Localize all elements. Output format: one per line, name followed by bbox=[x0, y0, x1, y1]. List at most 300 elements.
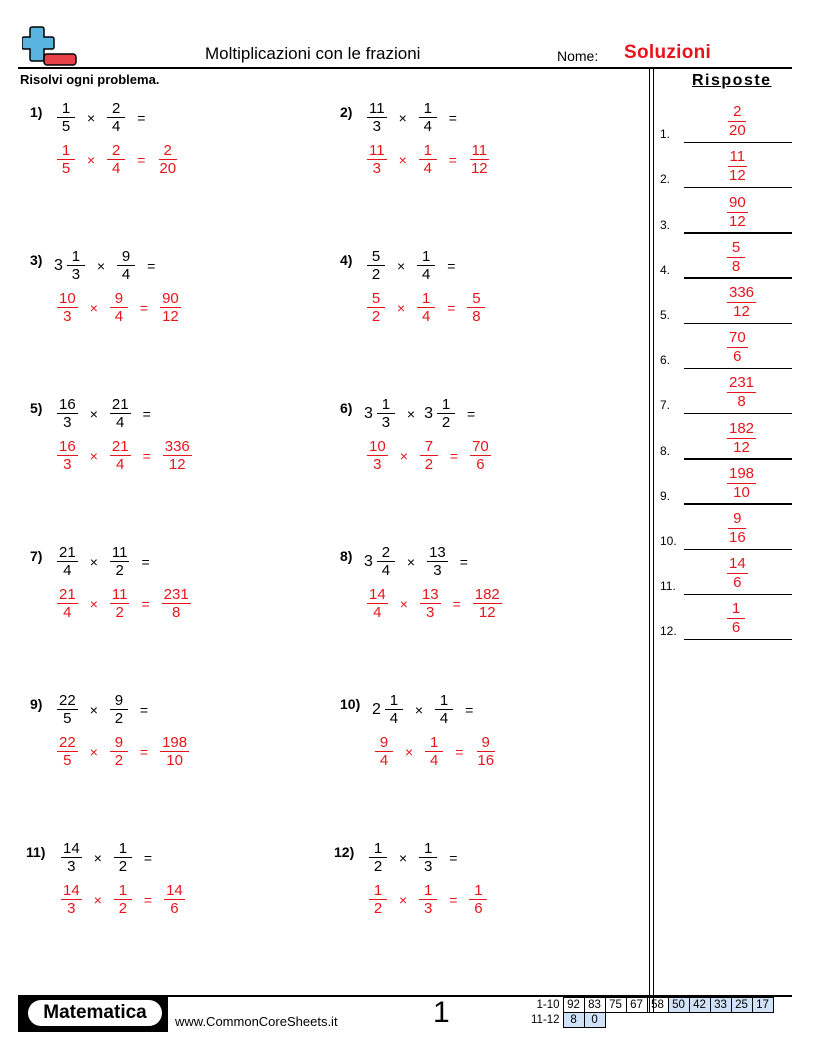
answer-item-7 bbox=[660, 369, 792, 414]
name-label: Nome: bbox=[557, 48, 599, 64]
times-sign: × bbox=[89, 701, 98, 718]
problem-number: 5) bbox=[30, 400, 43, 416]
times-sign: × bbox=[399, 891, 408, 908]
fraction bbox=[54, 734, 81, 769]
numerator: 198 bbox=[162, 734, 188, 751]
denominator: 8 bbox=[737, 393, 746, 411]
times-sign: × bbox=[96, 257, 106, 274]
instructions: Risolvi ogni problema. bbox=[20, 72, 160, 87]
denominator: 4 bbox=[430, 752, 439, 769]
denominator: 4 bbox=[116, 414, 125, 431]
answer-item-1 bbox=[660, 98, 792, 143]
numerator: 1 bbox=[419, 100, 437, 118]
score-cell: 58 bbox=[647, 998, 668, 1013]
answer-item-10 bbox=[660, 505, 792, 550]
fraction bbox=[724, 148, 751, 185]
denominator: 3 bbox=[71, 266, 81, 283]
problem-11 bbox=[26, 840, 326, 960]
denominator: 10 bbox=[733, 483, 750, 501]
numerator: 5 bbox=[367, 248, 385, 266]
numerator: 1 bbox=[114, 882, 132, 900]
solution-row bbox=[54, 142, 181, 177]
score-cell: 0 bbox=[584, 1013, 605, 1028]
answer-label: 6. bbox=[660, 353, 671, 368]
solution-row bbox=[372, 734, 499, 769]
fraction bbox=[54, 692, 81, 727]
answer-item-4 bbox=[660, 234, 792, 279]
answer-label: 8. bbox=[660, 443, 671, 458]
answer-label: 10. bbox=[660, 533, 677, 548]
denominator: 3 bbox=[373, 456, 382, 473]
score-cell: 83 bbox=[584, 998, 605, 1013]
equals-sign: = bbox=[141, 553, 150, 570]
denominator: 3 bbox=[63, 414, 72, 431]
denominator: 12 bbox=[162, 308, 179, 325]
problem-number: 8) bbox=[340, 548, 353, 564]
numerator: 11 bbox=[111, 586, 128, 603]
equals-sign: = bbox=[467, 405, 476, 422]
denominator: 16 bbox=[477, 752, 495, 769]
solution-row bbox=[364, 290, 488, 325]
denominator: 4 bbox=[439, 710, 449, 727]
numerator: 182 bbox=[474, 586, 500, 603]
equals-sign: = bbox=[465, 701, 474, 718]
fraction bbox=[416, 100, 440, 135]
fraction bbox=[54, 438, 81, 473]
fraction bbox=[724, 465, 759, 502]
fraction bbox=[417, 586, 444, 621]
numerator: 5 bbox=[727, 239, 745, 258]
worksheet-title: Moltiplicazioni con le frazioni bbox=[205, 44, 421, 63]
header-divider bbox=[18, 67, 792, 69]
equals-sign: = bbox=[147, 257, 156, 274]
times-sign: × bbox=[93, 849, 102, 866]
numerator: 1 bbox=[419, 142, 437, 160]
numerator: 9 bbox=[728, 510, 746, 529]
numerator: 21 bbox=[111, 396, 129, 413]
numerator: 1 bbox=[114, 840, 132, 858]
denominator: 2 bbox=[115, 562, 124, 579]
fraction bbox=[417, 438, 441, 473]
times-sign: × bbox=[87, 151, 96, 168]
numerator: 11 bbox=[369, 142, 385, 159]
fraction bbox=[107, 734, 131, 769]
times-sign: × bbox=[399, 447, 408, 464]
fraction bbox=[364, 248, 388, 283]
brand-badge bbox=[18, 996, 168, 1032]
denominator: 3 bbox=[63, 456, 72, 473]
times-sign: × bbox=[398, 109, 407, 126]
numerator: 9 bbox=[117, 248, 135, 266]
problem-number: 12) bbox=[334, 844, 355, 860]
fraction bbox=[107, 396, 134, 431]
denominator: 4 bbox=[423, 118, 432, 135]
denominator: 6 bbox=[476, 456, 485, 473]
denominator: 5 bbox=[61, 160, 71, 177]
score-cell: 50 bbox=[668, 998, 689, 1013]
equals-sign: = bbox=[139, 743, 149, 760]
times-sign: × bbox=[398, 151, 407, 168]
problem-3 bbox=[30, 248, 330, 368]
numerator: 90 bbox=[162, 290, 179, 307]
denominator: 5 bbox=[63, 710, 72, 727]
column-divider bbox=[649, 67, 650, 1013]
denominator: 3 bbox=[424, 900, 433, 917]
denominator: 5 bbox=[63, 752, 72, 769]
fraction bbox=[161, 882, 188, 917]
numerator: 9 bbox=[477, 734, 495, 752]
whole-number: 3 bbox=[54, 256, 63, 274]
times-sign: × bbox=[89, 299, 98, 316]
fraction bbox=[364, 290, 388, 325]
times-sign: × bbox=[89, 553, 98, 570]
solution-row bbox=[364, 586, 505, 621]
denominator: 8 bbox=[731, 257, 741, 275]
answer-label: 1. bbox=[660, 127, 671, 142]
question-row bbox=[364, 544, 477, 579]
fraction bbox=[724, 239, 748, 276]
numerator: 1 bbox=[57, 100, 75, 118]
numerator: 14 bbox=[369, 586, 386, 603]
numerator: 2 bbox=[159, 142, 177, 160]
fraction bbox=[366, 882, 390, 917]
score-cell: 75 bbox=[605, 998, 626, 1013]
equals-sign: = bbox=[139, 701, 149, 718]
problem-12 bbox=[334, 840, 634, 960]
denominator: 2 bbox=[118, 858, 128, 875]
answer-label: 7. bbox=[660, 398, 671, 413]
question-row bbox=[54, 544, 159, 579]
score-cell: 33 bbox=[710, 998, 731, 1013]
equals-sign: = bbox=[452, 595, 461, 612]
denominator: 3 bbox=[426, 604, 435, 621]
fraction bbox=[414, 290, 438, 325]
fraction bbox=[366, 840, 390, 875]
numerator: 231 bbox=[163, 586, 189, 603]
fraction bbox=[416, 840, 440, 875]
name-value: Soluzioni bbox=[624, 42, 712, 63]
fraction bbox=[107, 586, 133, 621]
denominator: 3 bbox=[372, 118, 381, 135]
numerator: 1 bbox=[435, 692, 453, 710]
denominator: 4 bbox=[63, 562, 72, 579]
denominator: 6 bbox=[733, 574, 742, 592]
numerator: 198 bbox=[729, 464, 755, 482]
times-sign: × bbox=[399, 849, 408, 866]
denominator: 4 bbox=[114, 308, 124, 325]
denominator: 20 bbox=[729, 122, 746, 140]
equals-sign: = bbox=[448, 109, 457, 126]
denominator: 2 bbox=[118, 900, 128, 917]
numerator: 2 bbox=[377, 544, 395, 562]
equals-sign: = bbox=[447, 299, 456, 316]
solution-row bbox=[366, 882, 490, 917]
solution-row bbox=[364, 142, 493, 177]
fraction bbox=[104, 100, 128, 135]
denominator: 2 bbox=[114, 710, 124, 727]
question-row bbox=[54, 248, 164, 283]
fraction bbox=[382, 692, 406, 727]
denominator: 4 bbox=[112, 118, 121, 135]
times-sign: × bbox=[414, 701, 424, 718]
fraction bbox=[432, 692, 456, 727]
fraction bbox=[54, 290, 81, 325]
fraction bbox=[114, 248, 138, 283]
numerator: 22 bbox=[59, 692, 76, 709]
equals-sign: = bbox=[448, 151, 457, 168]
times-sign: × bbox=[397, 299, 406, 316]
score-cell: 25 bbox=[731, 998, 752, 1013]
problem-number: 4) bbox=[340, 252, 353, 268]
denominator: 4 bbox=[63, 604, 72, 621]
denominator: 12 bbox=[478, 604, 496, 621]
numerator: 21 bbox=[59, 544, 76, 561]
denominator: 12 bbox=[168, 456, 186, 473]
column-divider-inner bbox=[653, 67, 654, 1013]
problem-number: 3) bbox=[30, 252, 43, 268]
solution-row bbox=[54, 586, 194, 621]
denominator: 5 bbox=[61, 118, 71, 135]
equals-sign: = bbox=[142, 447, 151, 464]
denominator: 12 bbox=[470, 160, 488, 177]
numerator: 1 bbox=[67, 248, 85, 266]
denominator: 6 bbox=[733, 348, 742, 366]
problem-5 bbox=[30, 396, 330, 516]
numerator: 1 bbox=[419, 882, 437, 900]
numerator: 1 bbox=[377, 396, 395, 414]
fraction bbox=[107, 544, 133, 579]
fraction bbox=[466, 882, 490, 917]
solution-row bbox=[54, 438, 195, 473]
numerator: 2 bbox=[107, 100, 125, 118]
denominator: 3 bbox=[67, 900, 76, 917]
denominator: 12 bbox=[733, 438, 750, 456]
denominator: 12 bbox=[729, 212, 746, 230]
numerator: 1 bbox=[727, 600, 745, 619]
fraction bbox=[372, 734, 396, 769]
denominator: 12 bbox=[733, 302, 750, 320]
equals-sign: = bbox=[137, 109, 146, 126]
fraction bbox=[364, 438, 391, 473]
fraction bbox=[466, 142, 493, 177]
fraction bbox=[160, 438, 195, 473]
answer-key-list bbox=[660, 98, 792, 640]
numerator: 70 bbox=[729, 329, 746, 347]
brand-label: Matematica bbox=[28, 1000, 162, 1026]
numerator: 22 bbox=[59, 734, 76, 751]
answer-label: 11. bbox=[660, 579, 676, 594]
times-sign: × bbox=[406, 405, 416, 422]
problem-10 bbox=[340, 692, 640, 812]
denominator: 6 bbox=[731, 619, 741, 637]
answer-label: 9. bbox=[660, 488, 671, 503]
numerator: 14 bbox=[63, 882, 80, 899]
problem-7 bbox=[30, 544, 330, 664]
numerator: 1 bbox=[419, 840, 437, 858]
answer-item-8 bbox=[660, 414, 792, 459]
denominator: 6 bbox=[474, 900, 483, 917]
numerator: 9 bbox=[110, 290, 128, 308]
numerator: 10 bbox=[369, 438, 386, 455]
question-row bbox=[54, 100, 154, 135]
fraction bbox=[154, 142, 181, 177]
fraction bbox=[107, 692, 131, 727]
denominator: 4 bbox=[389, 710, 399, 727]
fraction bbox=[104, 142, 128, 177]
denominator: 2 bbox=[114, 752, 124, 769]
answer-line bbox=[684, 639, 792, 640]
problem-number: 7) bbox=[30, 548, 43, 564]
numerator: 9 bbox=[110, 692, 128, 710]
problem-2 bbox=[340, 100, 640, 220]
score-cell: 92 bbox=[563, 998, 584, 1013]
denominator: 2 bbox=[373, 858, 383, 875]
logo-plus-minus-icon bbox=[22, 25, 78, 67]
answer-item-3 bbox=[660, 188, 792, 233]
fraction bbox=[424, 544, 451, 579]
solution-row bbox=[54, 290, 184, 325]
denominator: 3 bbox=[63, 308, 72, 325]
denominator: 2 bbox=[115, 604, 124, 621]
numerator: 1 bbox=[425, 734, 443, 752]
denominator: 20 bbox=[159, 160, 177, 177]
equals-sign: = bbox=[142, 405, 151, 422]
fraction bbox=[724, 103, 751, 140]
answer-item-12 bbox=[660, 595, 792, 640]
fraction bbox=[416, 882, 440, 917]
denominator: 6 bbox=[170, 900, 179, 917]
denominator: 4 bbox=[423, 160, 432, 177]
whole-number: 3 bbox=[364, 404, 373, 422]
fraction bbox=[364, 586, 391, 621]
numerator: 16 bbox=[59, 438, 76, 455]
fraction bbox=[111, 882, 135, 917]
numerator: 231 bbox=[729, 374, 755, 392]
equals-sign: = bbox=[449, 849, 458, 866]
equals-sign: = bbox=[459, 553, 468, 570]
equals-sign: = bbox=[143, 849, 153, 866]
numerator: 11 bbox=[111, 544, 128, 561]
denominator: 3 bbox=[424, 858, 433, 875]
denominator: 2 bbox=[373, 900, 383, 917]
fraction bbox=[364, 142, 390, 177]
numerator: 1 bbox=[385, 692, 403, 710]
times-sign: × bbox=[399, 595, 408, 612]
question-row bbox=[366, 840, 466, 875]
numerator: 9 bbox=[375, 734, 393, 752]
denominator: 4 bbox=[116, 456, 125, 473]
fraction bbox=[107, 438, 134, 473]
denominator: 8 bbox=[472, 308, 481, 325]
times-sign: × bbox=[406, 553, 416, 570]
equals-sign: = bbox=[139, 299, 149, 316]
problem-number: 11) bbox=[26, 844, 46, 860]
equals-sign: = bbox=[447, 257, 456, 274]
fraction bbox=[724, 555, 751, 592]
numerator: 70 bbox=[472, 438, 489, 455]
answer-label: 5. bbox=[660, 307, 671, 322]
denominator: 3 bbox=[372, 160, 381, 177]
problem-number: 9) bbox=[30, 696, 43, 712]
problem-9 bbox=[30, 692, 330, 812]
numerator: 1 bbox=[437, 396, 455, 414]
times-sign: × bbox=[87, 109, 96, 126]
numerator: 14 bbox=[729, 555, 746, 573]
question-row bbox=[364, 396, 484, 431]
question-row bbox=[54, 692, 157, 727]
numerator: 1 bbox=[417, 290, 435, 308]
fraction bbox=[724, 600, 748, 637]
question-row bbox=[372, 692, 482, 727]
numerator: 1 bbox=[57, 142, 75, 160]
denominator: 10 bbox=[166, 752, 183, 769]
numerator: 14 bbox=[166, 882, 183, 899]
answers-title: Risposte bbox=[692, 72, 772, 89]
denominator: 4 bbox=[381, 562, 391, 579]
numerator: 1 bbox=[417, 248, 435, 266]
problem-number: 2) bbox=[340, 104, 353, 120]
problem-number: 1) bbox=[30, 104, 43, 120]
problem-number: 10) bbox=[340, 696, 361, 712]
numerator: 336 bbox=[729, 283, 755, 301]
question-row bbox=[54, 396, 160, 431]
fraction bbox=[422, 734, 446, 769]
solution-row bbox=[58, 882, 188, 917]
site-url: www.CommonCoreSheets.it bbox=[175, 1014, 338, 1029]
fraction bbox=[107, 290, 131, 325]
fraction bbox=[724, 510, 751, 547]
problem-8 bbox=[340, 544, 640, 664]
denominator: 2 bbox=[424, 456, 434, 473]
answer-item-6 bbox=[660, 324, 792, 369]
solution-row bbox=[364, 438, 494, 473]
denominator: 4 bbox=[112, 160, 121, 177]
problem-1 bbox=[30, 100, 330, 220]
fraction bbox=[54, 544, 81, 579]
answer-item-9 bbox=[660, 460, 792, 505]
score-row-label: 11-12 bbox=[531, 1014, 560, 1026]
times-sign: × bbox=[397, 257, 406, 274]
fraction bbox=[464, 290, 488, 325]
fraction bbox=[54, 396, 81, 431]
numerator: 14 bbox=[63, 840, 80, 857]
page-number: 1 bbox=[433, 996, 450, 1029]
numerator: 11 bbox=[471, 142, 488, 159]
numerator: 16 bbox=[59, 396, 76, 413]
times-sign: × bbox=[89, 595, 98, 612]
numerator: 90 bbox=[729, 193, 746, 211]
answer-label: 2. bbox=[660, 172, 671, 187]
numerator: 1 bbox=[369, 882, 387, 900]
numerator: 7 bbox=[420, 438, 438, 456]
fraction bbox=[111, 840, 135, 875]
fraction bbox=[416, 142, 440, 177]
denominator: 4 bbox=[379, 752, 389, 769]
answer-item-5 bbox=[660, 279, 792, 324]
numerator: 21 bbox=[111, 438, 129, 455]
equals-sign: = bbox=[449, 447, 459, 464]
fraction bbox=[54, 142, 78, 177]
denominator: 3 bbox=[67, 858, 76, 875]
whole-number: 3 bbox=[364, 552, 373, 570]
fraction bbox=[157, 734, 192, 769]
question-row bbox=[58, 840, 161, 875]
numerator: 13 bbox=[421, 586, 439, 603]
question-row bbox=[364, 100, 466, 135]
times-sign: × bbox=[89, 405, 98, 422]
fraction bbox=[724, 284, 759, 321]
numerator: 5 bbox=[467, 290, 485, 308]
